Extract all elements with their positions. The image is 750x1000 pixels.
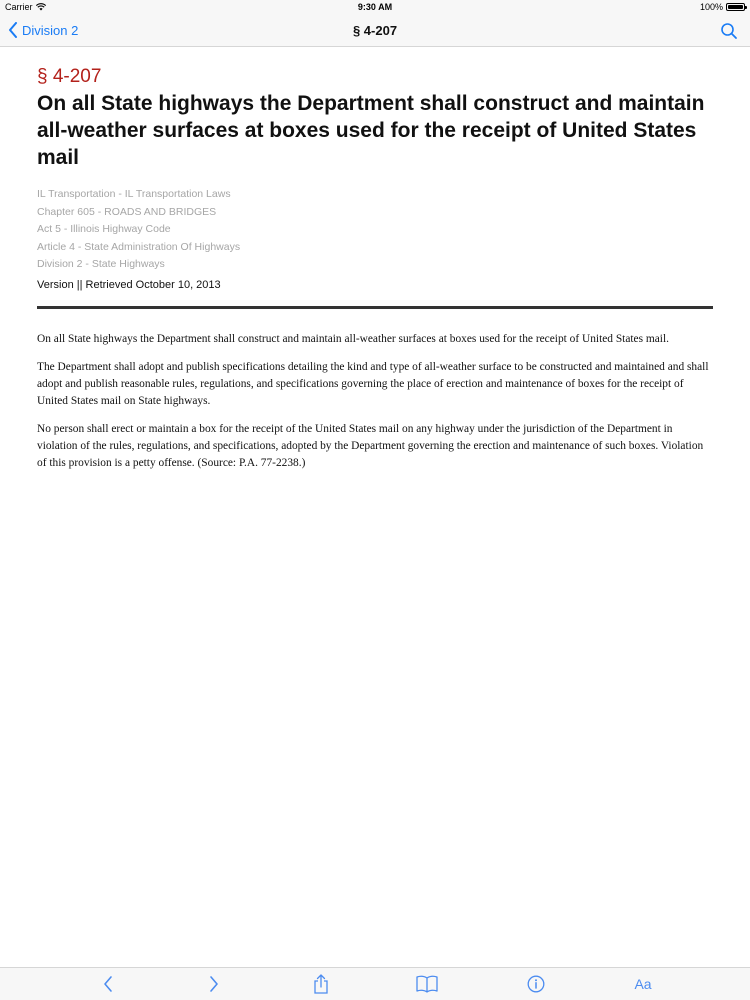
paragraph: On all State highways the Department shall construct and maintain all-weather surfaces at boxes used for the receipt of United States mail. [37,332,669,345]
nav-title: § 4-207 [352,23,398,38]
breadcrumb-item[interactable]: Division 2 - State Highways [37,258,165,270]
document-content [37,66,713,483]
battery-icon [726,3,745,11]
back-button-label: Division 2 [22,22,79,38]
bottom-toolbar [0,967,750,1000]
text-size-button[interactable] [630,974,656,994]
battery-fill [728,5,743,9]
book-icon [416,975,438,993]
divider [37,306,713,309]
status-bar [0,0,750,16]
breadcrumb-item[interactable]: Article 4 - State Administration Of Highways [37,240,241,253]
info-button[interactable] [526,974,546,994]
bookmarks-button[interactable] [416,974,438,994]
chevron-right-icon [209,975,219,993]
clock: 9:30 AM [357,2,393,12]
breadcrumb [37,186,713,274]
share-icon [313,974,329,994]
version-info: Version || Retrieved October 10, 2013 [37,278,221,291]
text-size-label: Aa [634,976,652,992]
navigation-bar [0,16,750,47]
paragraph: No person shall erect or maintain a box for the receipt of the United States mail on any highway under the jurisdiction of the Department in violation of the rules, regulations, and specifications, adopted by the Department governing the erection and maintenance of such boxes. Violation of this provision is a petty offense. (Source: P.A. 77-2238.) [37,422,704,469]
breadcrumb-item[interactable]: Chapter 605 - ROADS AND BRIDGES [37,205,217,218]
breadcrumb-item[interactable]: IL Transportation - IL Transportation Laws [37,188,231,200]
carrier-label: Carrier [5,2,33,12]
battery-percent: 100% [699,2,723,12]
section-number: § 4-207 [37,66,102,87]
share-button[interactable] [311,974,331,994]
previous-button[interactable] [98,974,118,994]
battery-indicator [700,2,745,12]
breadcrumb-item[interactable]: Act 5 - Illinois Highway Code [37,223,171,235]
paragraph: The Department shall adopt and publish specifications detailing the kind and type of all-weather surface to be constructed and maintained and shall adopt and publish reasonable rules, regulations, and specifications governing the place of erection and maintenance of boxes for the receipt of United States mail on State highways. [37,360,709,407]
chevron-left-icon [103,975,113,993]
statute-body [37,331,713,472]
search-icon[interactable] [720,22,738,40]
info-icon [527,975,545,993]
page-title: On all State highways the Department shall construct and maintain all-weather surfaces at boxes used for the receipt of United States mail [37,92,705,169]
next-button[interactable] [204,974,224,994]
